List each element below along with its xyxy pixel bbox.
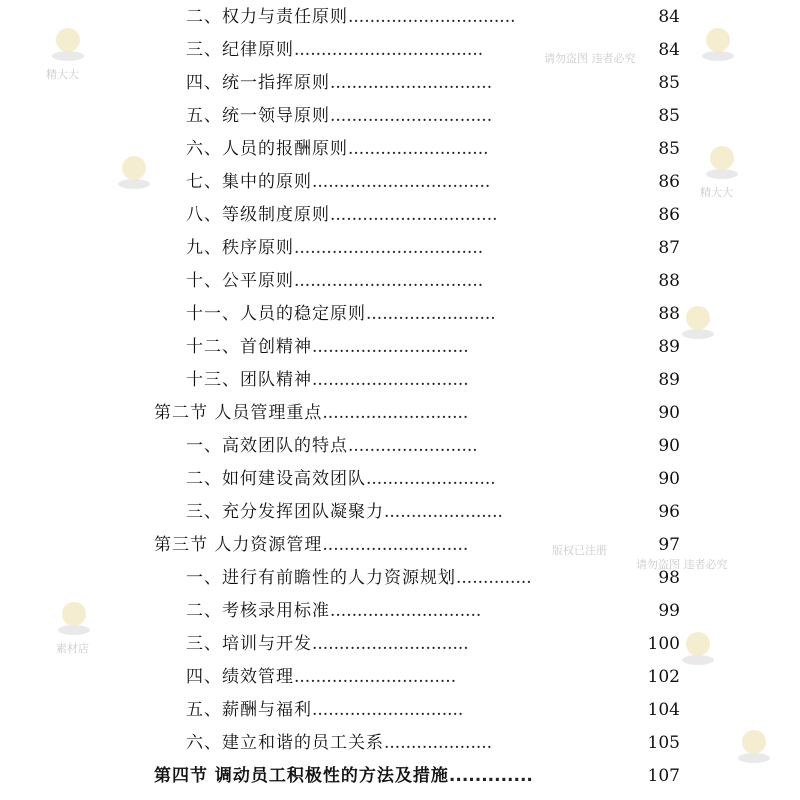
toc-leader-dots: ................................... — [294, 238, 484, 258]
watermark-bee-icon — [52, 596, 96, 640]
toc-entry[interactable] — [186, 134, 489, 164]
toc-entry-title: 三、充分发挥团队凝聚力 — [186, 502, 384, 522]
toc-entry-title: 三、培训与开发 — [186, 634, 312, 654]
watermark-notice-text: 版权已注册 — [552, 544, 607, 557]
toc-entry[interactable] — [186, 299, 496, 329]
toc-page-number: 90 — [658, 436, 680, 456]
watermark-bee-icon — [676, 626, 720, 670]
toc-entry[interactable] — [186, 629, 469, 659]
toc-page-number: 98 — [658, 568, 680, 588]
toc-entry[interactable] — [186, 497, 503, 527]
toc-entry[interactable] — [186, 233, 483, 263]
toc-entry-title: 四、统一指挥原则 — [186, 73, 330, 93]
toc-entry[interactable] — [186, 695, 463, 725]
toc-entry-title: 第四节 调动员工积极性的方法及措施 — [154, 766, 449, 786]
toc-entry[interactable] — [186, 596, 481, 626]
toc-leader-dots: ............................ — [330, 601, 482, 621]
toc-section-entry[interactable] — [154, 530, 468, 560]
toc-entry[interactable] — [186, 200, 498, 230]
toc-section-entry[interactable] — [154, 761, 533, 791]
toc-entry-title: 二、权力与责任原则 — [186, 7, 348, 27]
toc-leader-dots: ............. — [448, 766, 533, 786]
toc-page-number: 90 — [658, 403, 680, 423]
toc-entry-title: 二、如何建设高效团队 — [186, 469, 366, 489]
toc-entry-title: 第三节 人力资源管理 — [154, 535, 323, 555]
toc-section-entry[interactable] — [154, 398, 468, 428]
toc-entry[interactable] — [186, 332, 469, 362]
toc-page-number: 85 — [658, 106, 680, 126]
toc-entry[interactable] — [186, 266, 483, 296]
toc-entry-title: 五、薪酬与福利 — [186, 700, 312, 720]
toc-entry-title: 十一、人员的稳定原则 — [186, 304, 366, 324]
toc-leader-dots: ............................. — [312, 370, 469, 390]
toc-leader-dots: ........................... — [322, 535, 469, 555]
toc-page-number: 99 — [658, 601, 680, 621]
toc-page-number: 85 — [658, 139, 680, 159]
toc-page-number: 85 — [658, 73, 680, 93]
toc-leader-dots: .............................. — [330, 106, 493, 126]
toc-page-number: 104 — [647, 700, 680, 720]
toc-entry[interactable] — [186, 2, 516, 32]
toc-page-number: 84 — [658, 40, 680, 60]
toc-leader-dots: ...................... — [384, 502, 503, 522]
toc-page-number: 86 — [658, 205, 680, 225]
watermark-bee-icon — [732, 724, 776, 768]
toc-page-number: 100 — [647, 634, 680, 654]
toc-leader-dots: .......................... — [348, 139, 489, 159]
toc-leader-dots: ................................... — [294, 40, 484, 60]
toc-leader-dots: ........................ — [348, 436, 478, 456]
watermark-brand-text: 素材店 — [56, 642, 89, 655]
toc-entry-title: 一、进行有前瞻性的人力资源规划 — [186, 568, 456, 588]
toc-entry-title: 十二、首创精神 — [186, 337, 312, 357]
toc-page-number: 96 — [658, 502, 680, 522]
watermark-brand-text: 精大大 — [700, 186, 733, 199]
toc-page-number: 88 — [658, 304, 680, 324]
toc-page-number: 86 — [658, 172, 680, 192]
toc-entry-title: 十三、团队精神 — [186, 370, 312, 390]
toc-entry[interactable] — [186, 167, 490, 197]
watermark-bee-icon — [112, 150, 156, 194]
toc-leader-dots: ............................... — [348, 7, 516, 27]
toc-page-number: 90 — [658, 469, 680, 489]
toc-leader-dots: ................................... — [294, 271, 484, 291]
watermark-notice-text: 请勿盗图 违者必究 — [544, 52, 636, 65]
toc-leader-dots: .............................. — [330, 73, 493, 93]
watermark-bee-icon — [676, 300, 720, 344]
toc-page-number: 87 — [658, 238, 680, 258]
toc-leader-dots: ............................... — [330, 205, 498, 225]
toc-leader-dots: ............................. — [312, 634, 469, 654]
toc-entry[interactable] — [186, 35, 483, 65]
toc-leader-dots: .............. — [456, 568, 532, 588]
toc-entry-title: 七、集中的原则 — [186, 172, 312, 192]
watermark-bee-icon — [700, 140, 744, 184]
toc-entry-title: 一、高效团队的特点 — [186, 436, 348, 456]
toc-leader-dots: ........................... — [322, 403, 469, 423]
toc-leader-dots: .............................. — [294, 667, 457, 687]
toc-page-number: 97 — [658, 535, 680, 555]
toc-entry[interactable] — [186, 101, 492, 131]
watermark-notice-text: 请勿盗图 违者必究 — [636, 558, 728, 571]
toc-page-number: 88 — [658, 271, 680, 291]
toc-page-number: 89 — [658, 337, 680, 357]
toc-entry[interactable] — [186, 68, 492, 98]
toc-entry-title: 三、纪律原则 — [186, 40, 294, 60]
toc-leader-dots: ............................ — [312, 700, 464, 720]
toc-entry-title: 十、公平原则 — [186, 271, 294, 291]
toc-page-number: 102 — [647, 667, 680, 687]
toc-entry[interactable] — [186, 728, 492, 758]
toc-leader-dots: ............................. — [312, 337, 469, 357]
toc-page-number: 105 — [647, 733, 680, 753]
toc-entry-title: 八、等级制度原则 — [186, 205, 330, 225]
toc-entry[interactable] — [186, 662, 456, 692]
toc-leader-dots: .................... — [384, 733, 493, 753]
toc-entry-title: 九、秩序原则 — [186, 238, 294, 258]
watermark-bee-icon — [696, 22, 740, 66]
watermark-brand-text: 精大大 — [46, 68, 79, 81]
toc-page-number: 89 — [658, 370, 680, 390]
toc-leader-dots: ........................ — [366, 469, 496, 489]
toc-entry-title: 六、建立和谐的员工关系 — [186, 733, 384, 753]
toc-leader-dots: ........................ — [366, 304, 496, 324]
toc-entry[interactable] — [186, 563, 532, 593]
toc-entry-title: 二、考核录用标准 — [186, 601, 330, 621]
toc-entry-title: 六、人员的报酬原则 — [186, 139, 348, 159]
toc-page-number: 84 — [658, 7, 680, 27]
toc-entry[interactable] — [186, 431, 478, 461]
toc-entry[interactable] — [186, 464, 496, 494]
toc-entry-title: 五、统一领导原则 — [186, 106, 330, 126]
toc-entry[interactable] — [186, 365, 469, 395]
watermark-bee-icon — [46, 22, 90, 66]
toc-entry-title: 第二节 人员管理重点 — [154, 403, 323, 423]
toc-leader-dots: ................................. — [312, 172, 491, 192]
toc-page-number: 107 — [647, 766, 680, 786]
toc-entry-title: 四、绩效管理 — [186, 667, 294, 687]
